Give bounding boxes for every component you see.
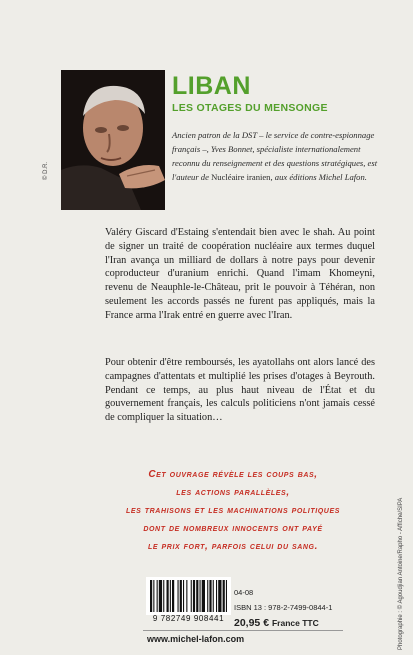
highlight-line: Cet ouvrage révèle les coups bas, [148, 469, 318, 480]
barcode-bar [193, 580, 195, 612]
photo-legal-credit: Photographie : © Agoudjian Antoine/Rapho - Affiche/SIPA [398, 497, 404, 650]
photo-credit: © D.R. [43, 161, 49, 180]
barcode-bar [200, 580, 201, 612]
barcode-bar [170, 580, 171, 612]
barcode-bar [226, 580, 227, 612]
barcode-bar [207, 580, 208, 612]
price-suffix: France TTC [271, 618, 319, 628]
body-paragraph-2: Pour obtenir d'être remboursés, les ayatollahs ont alors lancé des campagnes d'attentats et multiplié les prises d'otages à Beyrouth. Pendant ce temps, au plus haut niveau de l'État et du gouvernement français, les calculs politiciens n'ont jamais cessé de compliquer la situation… [105, 357, 375, 424]
highlight-line: les actions parallèles, [176, 487, 290, 498]
price-value: 20,95 € [234, 617, 270, 629]
author-photo [61, 70, 165, 210]
barcode-bars [146, 577, 231, 615]
bio-book-name: Nucléaire iranien [211, 172, 271, 182]
highlight-line: dont de nombreux innocents ont payé [143, 523, 323, 534]
bio-text-2: , aux éditions Michel Lafon. [270, 172, 367, 182]
author-portrait-image [61, 70, 165, 210]
barcode-bar [183, 580, 184, 612]
barcode-bar [163, 580, 164, 612]
code-date: 04-08 [234, 588, 254, 597]
barcode-bar [223, 580, 225, 612]
barcode-bar [216, 580, 217, 612]
barcode-bar [180, 580, 182, 612]
barcode-bar [218, 580, 221, 612]
isbn: ISBN 13 : 978-2-7499-0844-1 [234, 603, 333, 612]
barcode-bar [186, 580, 187, 612]
book-title: LIBAN [172, 72, 251, 100]
barcode [146, 577, 231, 615]
publisher-website: www.michel-lafon.com [147, 634, 245, 644]
barcode-bar [213, 580, 214, 612]
barcode-bar [153, 580, 154, 612]
barcode-bar [159, 580, 162, 612]
barcode-bar [172, 580, 174, 612]
author-bio [172, 128, 390, 184]
divider [143, 630, 343, 631]
barcode-bar [209, 580, 211, 612]
body-paragraph-1: Valéry Giscard d'Estaing s'entendait bien avec le shah. Au point de signer un traité de coopération nucléaire aux termes duquel l'Iran avança un milliard de dollars à notre pays pour devenir coproducteur d'uranium enrichi. Quand l'imam Khomeyni, revenu de Neauphle-le-Château, prit le pouvoir à Téhéran, non seulement les accords passés ne furent pas appliqués, mais la France arma l'Irak entré en guerre avec l'Iran. [105, 227, 375, 321]
highlight-line: les trahisons et les machinations politiques [125, 505, 340, 516]
highlight-blurb [88, 466, 378, 556]
barcode-bar [157, 580, 158, 612]
barcode-bar [178, 580, 179, 612]
bio-text-1: Ancien patron de la DST – le service de contre-espionnage français –, Yves Bonnet, spécialiste internationalement reconnu du renseignement et des questions stratégiques, est l'auteur de [172, 130, 378, 182]
barcode-bar [167, 580, 169, 612]
price [234, 617, 319, 629]
barcode-bar [196, 580, 198, 612]
book-subtitle: LES OTAGES DU MENSONGE [172, 102, 328, 114]
barcode-bar [150, 580, 152, 612]
highlight-line: le prix fort, parfois celui du sang. [148, 541, 318, 552]
barcode-bar [191, 580, 192, 612]
barcode-bar [202, 580, 205, 612]
barcode-number: 9 782749 908441 [152, 614, 225, 623]
